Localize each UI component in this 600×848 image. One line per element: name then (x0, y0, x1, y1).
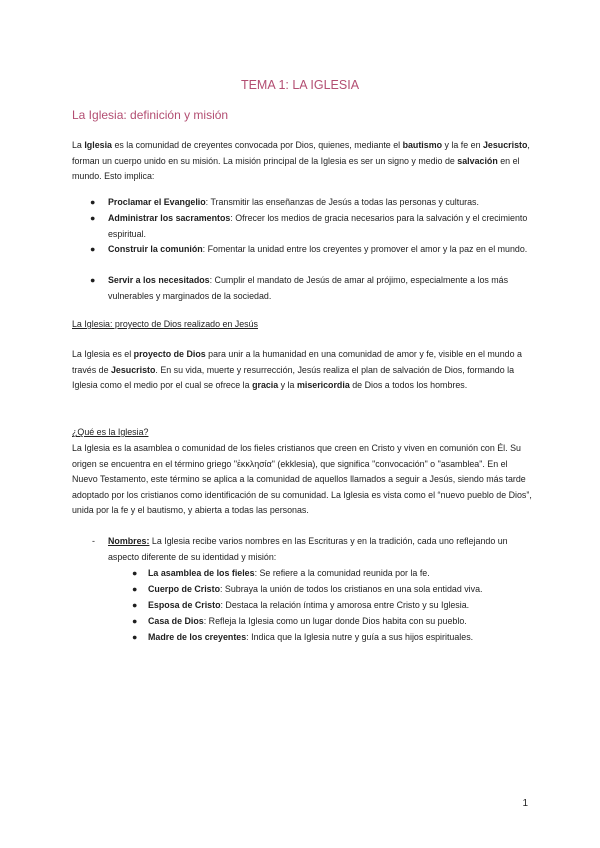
item-text: La Iglesia recibe varios nombres en las Escrituras y en la tradición, cada uno reflejando un aspecto diferente de su identidad y misión: (108, 536, 508, 562)
item-text: : Indica que la Iglesia nutre y guía a sus hijos espirituales. (246, 632, 474, 642)
list-item (90, 211, 530, 242)
item-text: : Destaca la relación íntima y amorosa entre Cristo y su Iglesia. (220, 600, 470, 610)
list-item (132, 566, 532, 582)
bold-run: Jesucristo (482, 140, 528, 150)
intro-paragraph (72, 138, 532, 185)
bullet-icon: ● (132, 632, 138, 642)
list-item (90, 195, 530, 211)
bold-run: proyecto de Dios (133, 349, 206, 359)
item-text: : Ofrecer los medios de gracia necesarios para la salvación y el crecimiento espiritual. (108, 213, 528, 239)
list-item (90, 242, 530, 258)
list-item (132, 598, 532, 614)
text-run: de Dios a todos los hombres. (349, 380, 468, 391)
item-label: Nombres: (108, 536, 150, 546)
item-text: : Se refiere a la comunidad reunida por la fe. (254, 568, 430, 578)
nombres-item (92, 534, 532, 565)
section-heading-que-es: ¿Qué es la Iglesia? (72, 427, 149, 437)
dash-marker: - (92, 536, 95, 546)
text-run: en el mundo. Esto implica: (72, 155, 520, 182)
bold-run: misericordia (296, 380, 350, 391)
item-text: : Transmitir las enseñanzas de Jesús a todas las personas y culturas. (205, 197, 479, 207)
item-label: Cuerpo de Cristo (148, 584, 220, 594)
text-run: y la fe en (442, 140, 483, 150)
bullet-icon: ● (132, 600, 138, 610)
bullet-icon: ● (132, 584, 138, 594)
bullet-icon: ● (132, 568, 138, 578)
text-run: para unir a la humanidad en una comunidad de amor y fe, visible en el mundo a través de (72, 349, 522, 375)
text-run: . En su vida, muerte y resurrección, Jesús realiza el plan de salvación de Dios, formando la Iglesia como el medio por el cual se ofrece la (72, 364, 515, 391)
item-label: Proclamar el Evangelio (108, 197, 206, 207)
que-es-paragraph: La Iglesia es la asamblea o comunidad de los fieles cristianos que creen en Cristo y viven en comunión con Él. Su origen se encuentra en el término griego "ἐκκλησία" (ekklesia), que significa "convocación" o "asamblea". En el Nuevo Testamento, este término se aplica a la comunidad de aquellos llamados a seguir a Jesús, siendo más tarde adoptado por los cristianos como identificación de su comunidad. La Iglesia es vista como el “nuevo pueblo de Dios”, unida por la fe y el bautismo, y abierta a todas las personas. (72, 443, 532, 516)
list-item (132, 582, 532, 598)
item-label: Esposa de Cristo (148, 600, 221, 610)
bold-run: Iglesia (84, 140, 112, 150)
text-run: y la (278, 380, 297, 391)
bullet-icon: ● (90, 213, 96, 223)
bullet-icon: ● (132, 616, 138, 626)
item-text: : Subraya la unión de todos los cristianos en una sola entidad viva. (220, 584, 483, 594)
item-label: Madre de los creyentes (148, 632, 247, 642)
bullet-icon: ● (90, 197, 96, 207)
bold-run: Jesucristo (110, 364, 156, 375)
list-item (132, 614, 532, 630)
text-run: La Iglesia es el (72, 349, 134, 359)
text-run: La (72, 140, 85, 150)
item-label: Construir la comunión (108, 244, 203, 254)
item-label: La asamblea de los fieles (148, 568, 255, 578)
proyecto-paragraph (72, 347, 532, 394)
bullet-icon: ● (90, 244, 96, 254)
item-label: Casa de Dios (148, 616, 204, 626)
page-number: 1 (522, 798, 528, 809)
list-item (90, 273, 530, 304)
bold-run: bautismo (402, 140, 443, 150)
bold-run: salvación (457, 155, 498, 166)
bullet-icon: ● (90, 275, 96, 285)
text-run: , forman un cuerpo unido en su misión. La misión principal de la Iglesia es ser un signo y medio de (72, 140, 530, 166)
item-label: Servir a los necesitados (108, 275, 210, 285)
bold-run: gracia (252, 380, 279, 391)
text-run: es la comunidad de creyentes convocada por Dios, quienes, mediante el (111, 140, 403, 150)
item-text: : Fomentar la unidad entre los creyentes y promover el amor y la paz en el mundo. (202, 244, 528, 254)
section-heading-proyecto: La Iglesia: proyecto de Dios realizado en Jesús (72, 319, 258, 329)
item-text: : Cumplir el mandato de Jesús de amar al prójimo, especialmente a los más vulnerables y marginados de la sociedad. (108, 275, 509, 301)
item-label: Administrar los sacramentos (108, 213, 231, 223)
document-title: TEMA 1: LA IGLESIA (240, 78, 360, 92)
section-heading-definicion: La Iglesia: definición y misión (72, 108, 229, 122)
list-item (132, 630, 532, 646)
item-text: : Refleja la Iglesia como un lugar donde Dios habita con su pueblo. (203, 616, 467, 626)
